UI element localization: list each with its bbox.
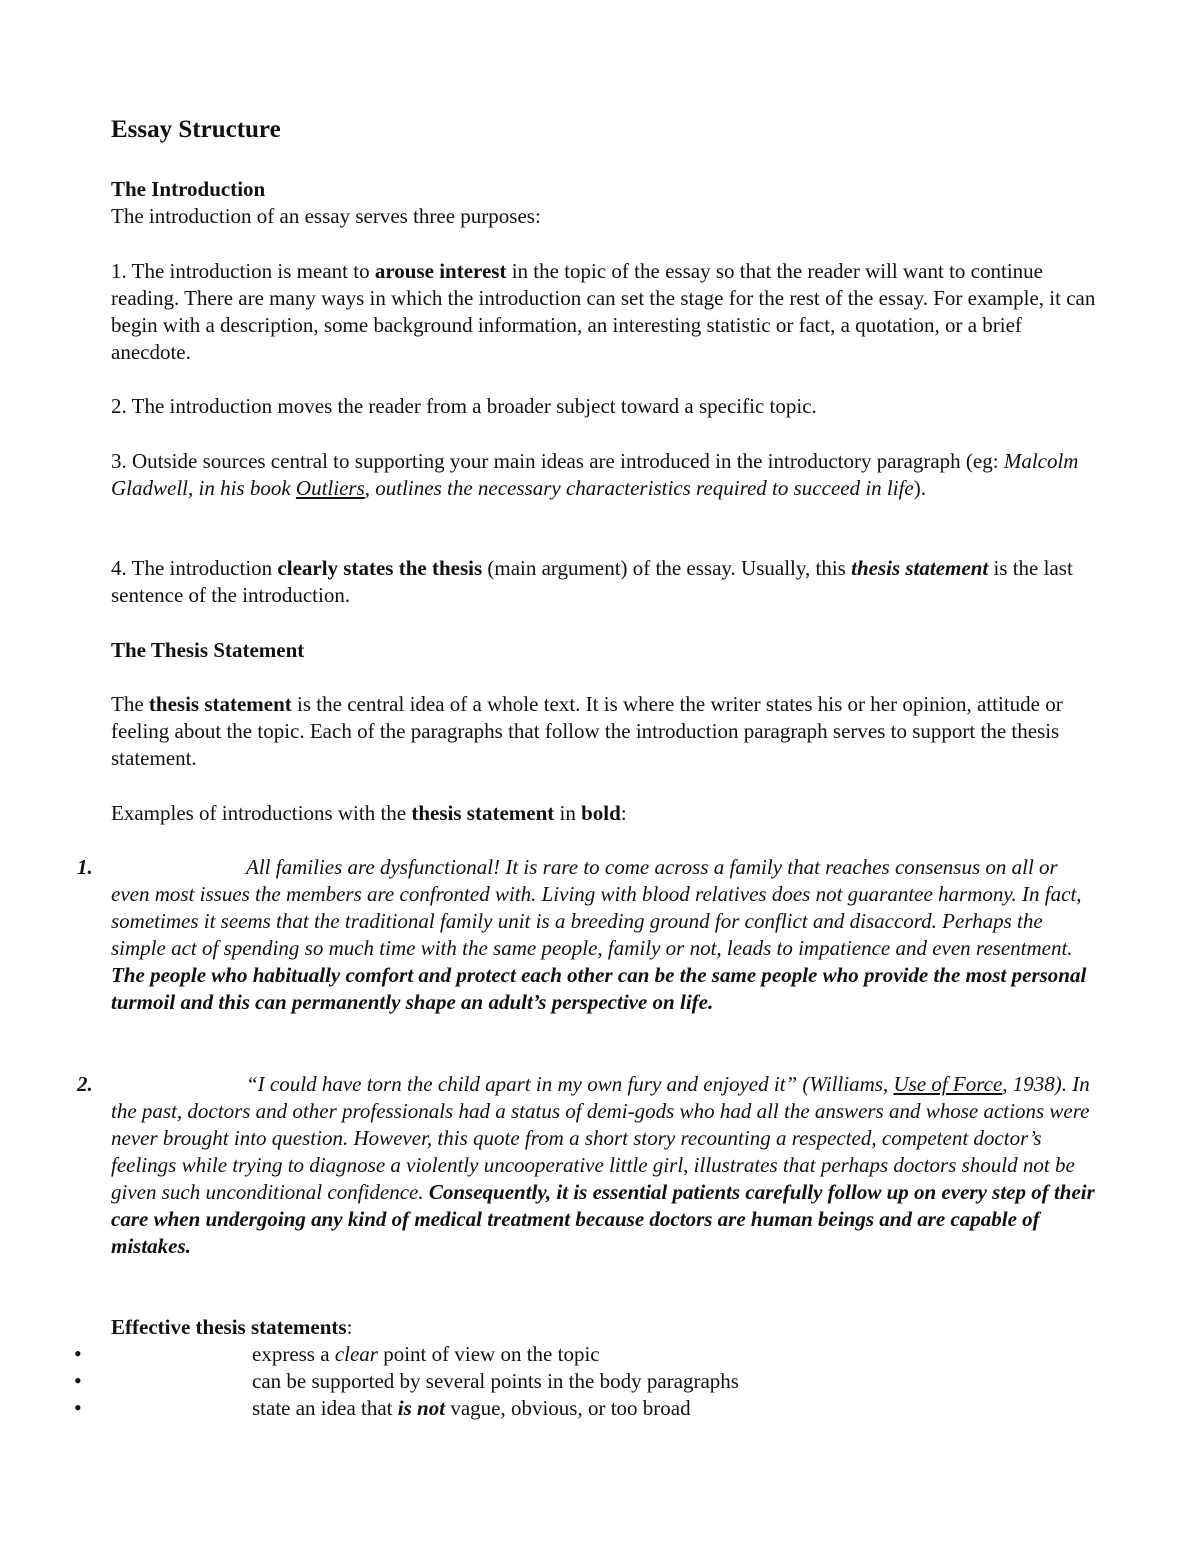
introduction-lead: The introduction of an essay serves three purposes: <box>111 204 541 228</box>
example-number: 1. <box>77 855 93 879</box>
thesis-definition: The thesis statement is the central idea of a whole text. It is where the writer states his or her opinion, attitude or feeling about the topic. Each of the paragraphs that follow the introduction paragraph serves to support the thesis statement. <box>111 692 1063 770</box>
bullet-icon: • <box>74 1341 82 1366</box>
example-paragraph-2: “I could have torn the child apart in my own fury and enjoyed it” (Williams, Use of Force, 1938). In the past, doctors and other professionals had a status of demi-gods who had all the answers and whose actions were never brought into question. However, this quote from a short story recounting a respected, competent doctor’s feelings while trying to diagnose a violently uncooperative little girl, illustrates that perhaps doctors should not be given such unconditional confidence. Consequently, it is essential patients carefully follow up on every step of their care when undergoing any kind of medical treatment because doctors are human beings and are capable of mistakes. <box>111 1072 1095 1258</box>
list-item: state an idea that is not vague, obvious, or too broad <box>252 1396 691 1420</box>
introduction-point-2: 2. The introduction moves the reader from a broader subject toward a specific topic. <box>111 394 817 418</box>
thesis-heading: The Thesis Statement <box>111 638 305 662</box>
bullet-icon: • <box>74 1368 82 1393</box>
introduction-point-3: 3. Outside sources central to supporting your main ideas are introduced in the introductory paragraph (eg: Malcolm Gladwell, in his book Outliers, outlines the necessary characteristics required to succeed in life). <box>111 449 1079 500</box>
list-item: express a clear point of view on the topic <box>252 1342 600 1366</box>
introduction-heading: The Introduction <box>111 177 266 201</box>
effective-heading: Effective thesis statements: <box>111 1315 353 1339</box>
list-item: can be supported by several points in the body paragraphs <box>252 1369 739 1393</box>
introduction-point-1: 1. The introduction is meant to arouse interest in the topic of the essay so that the reader will want to continue reading. There are many ways in which the introduction can set the stage for the rest of the essay. For example, it can begin with a description, some background information, an interesting statistic or fact, a quotation, or a brief anecdote. <box>111 259 1096 364</box>
examples-intro: Examples of introductions with the thesis statement in bold: <box>111 801 627 825</box>
example-paragraph-1: All families are dysfunctional! It is rare to come across a family that reaches consensus on all or even most issues the members are confronted with. Living with blood relatives does not guarantee harmony. In fact, sometimes it seems that the traditional family unit is a breeding ground for conflict and disaccord. Perhaps the simple act of spending so much time with the same people, family or not, leads to impatience and even resentment. The people who habitually comfort and protect each other can be the same people who provide the most personal turmoil and this can permanently shape an adult’s perspective on life. <box>111 855 1087 1014</box>
bullet-icon: • <box>74 1395 82 1420</box>
example-number: 2. <box>77 1072 93 1096</box>
introduction-point-4: 4. The introduction clearly states the thesis (main argument) of the essay. Usually, this thesis statement is the last sentence of the introduction. <box>111 556 1073 607</box>
document-title: Essay Structure <box>111 116 281 143</box>
